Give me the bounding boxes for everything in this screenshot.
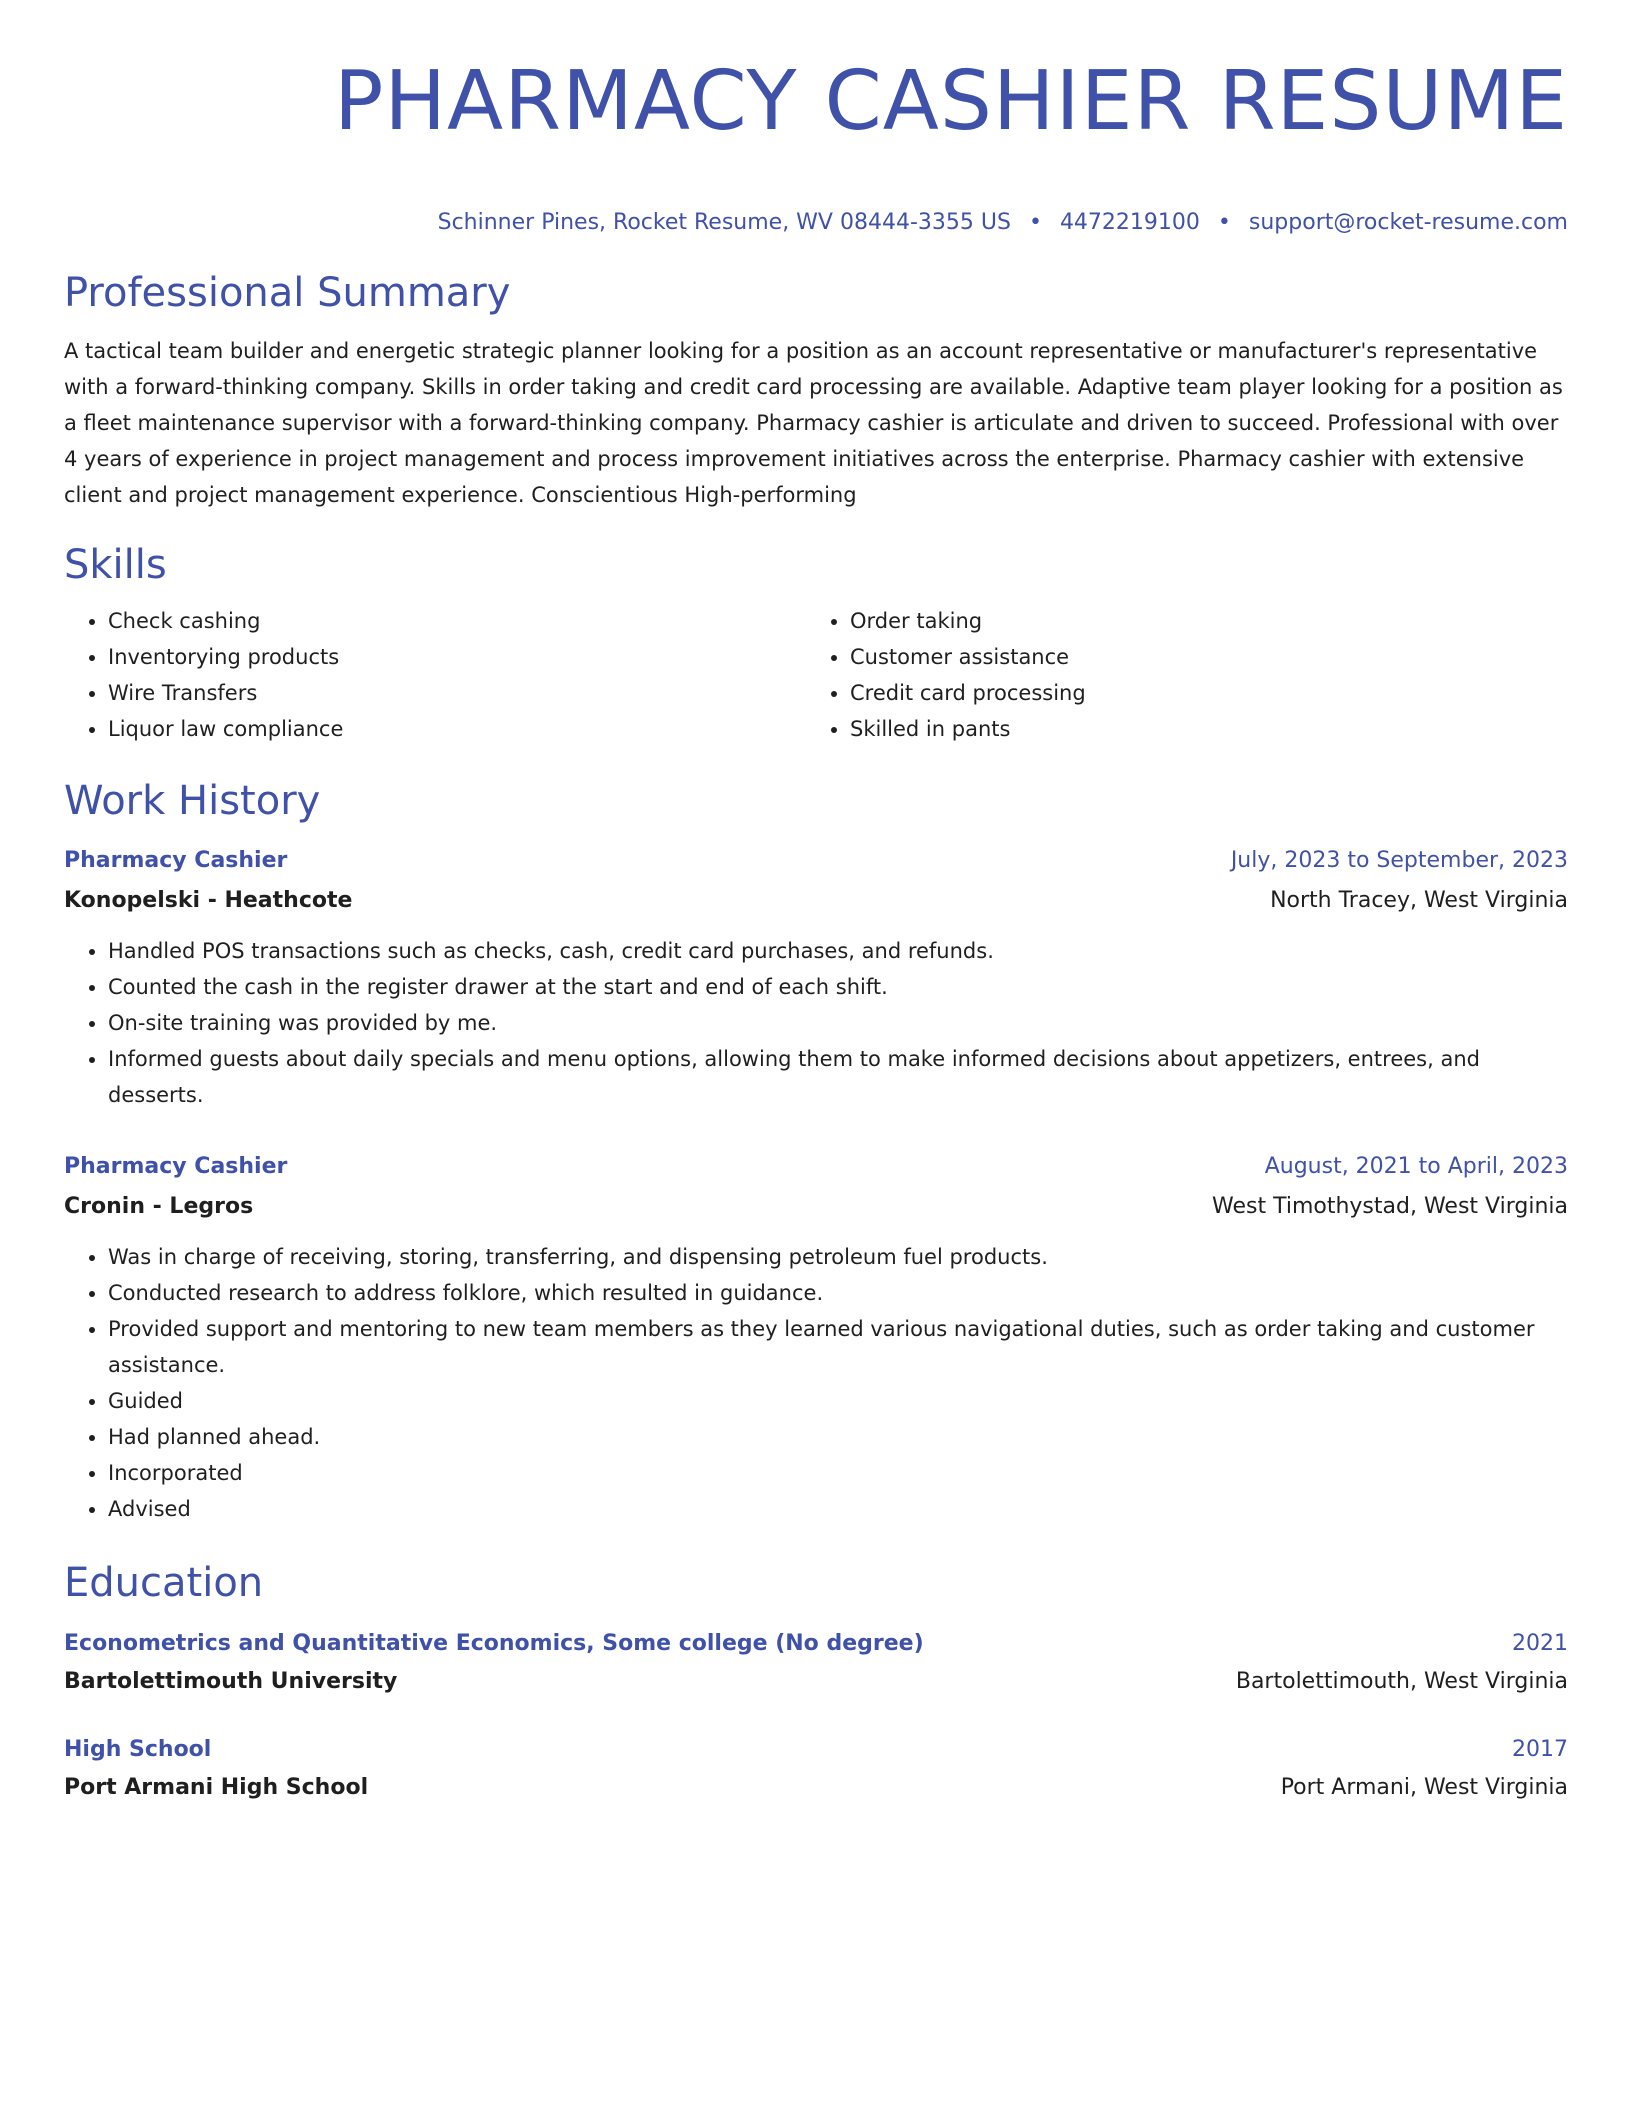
- job-entry: [64, 841, 1568, 1113]
- education-school: Port Armani High School: [64, 1774, 369, 1800]
- education-school: Bartolettimouth University: [64, 1668, 398, 1694]
- skills-list: [64, 603, 1568, 747]
- job-bullet: • Had planned ahead.: [108, 1419, 1568, 1455]
- skill-item: • Wire Transfers: [108, 675, 806, 711]
- contact-separator: •: [1217, 209, 1231, 235]
- education-entry: [64, 1731, 1568, 1807]
- contact-email: support@rocket-resume.com: [1248, 209, 1568, 235]
- job-dates: July, 2023 to September, 2023: [1230, 847, 1568, 873]
- skill-item: • Customer assistance: [850, 639, 1548, 675]
- job-bullets: [64, 933, 1568, 1113]
- job-company-row: [64, 1187, 1568, 1227]
- job-header: [64, 841, 1568, 881]
- summary-heading: Professional Summary: [64, 269, 511, 316]
- education-location: Port Armani, West Virginia: [1280, 1774, 1568, 1800]
- education-degree: High School: [64, 1736, 212, 1762]
- job-header: [64, 1147, 1568, 1187]
- skill-item: • Inventorying products: [108, 639, 806, 675]
- education-school-row: [64, 1769, 1568, 1807]
- job-company: Konopelski - Heathcote: [64, 887, 353, 913]
- job-entry: [64, 1147, 1568, 1527]
- job-bullet: • Provided support and mentoring to new team members as they learned various navigational duties, such as order taking and customer assistance.: [108, 1311, 1568, 1383]
- job-bullet: • Was in charge of receiving, storing, transferring, and dispensing petroleum fuel products.: [108, 1239, 1568, 1275]
- education-entry: [64, 1625, 1568, 1701]
- skills-heading: Skills: [64, 541, 167, 588]
- resume-page: [64, 0, 1568, 1807]
- work-history-heading: Work History: [64, 777, 321, 824]
- resume-title: PHARMACY CASHIER RESUME: [333, 54, 1568, 149]
- job-title: Pharmacy Cashier: [64, 1153, 288, 1179]
- job-dates: August, 2021 to April, 2023: [1264, 1153, 1568, 1179]
- education-school-row: [64, 1663, 1568, 1701]
- skill-item: • Liquor law compliance: [108, 711, 806, 747]
- job-bullet: • Guided: [108, 1383, 1568, 1419]
- education-header: [64, 1731, 1568, 1769]
- education-degree: Econometrics and Quantitative Economics, Some college (No degree): [64, 1630, 924, 1656]
- contact-phone: 4472219100: [1059, 209, 1200, 235]
- job-bullet: • Advised: [108, 1491, 1568, 1527]
- education-location: Bartolettimouth, West Virginia: [1235, 1668, 1568, 1694]
- job-bullet: • Conducted research to address folklore, which resulted in guidance.: [108, 1275, 1568, 1311]
- education-year: 2017: [1512, 1736, 1568, 1762]
- contact-address: Schinner Pines, Rocket Resume, WV 08444-3355 US: [437, 209, 1011, 235]
- skill-item: • Skilled in pants: [850, 711, 1548, 747]
- education-heading: Education: [64, 1559, 264, 1606]
- education-year: 2021: [1512, 1630, 1568, 1656]
- job-bullet: • Counted the cash in the register drawer at the start and end of each shift.: [108, 969, 1568, 1005]
- contact-line: [64, 207, 1568, 239]
- job-company-row: [64, 881, 1568, 921]
- job-bullet: • Incorporated: [108, 1455, 1568, 1491]
- job-bullet: • Handled POS transactions such as checks, cash, credit card purchases, and refunds.: [108, 933, 1568, 969]
- contact-separator: •: [1028, 209, 1042, 235]
- job-bullet: • On-site training was provided by me.: [108, 1005, 1568, 1041]
- job-bullet: • Informed guests about daily specials and menu options, allowing them to make informed decisions about appetizers, entrees, and desserts.: [108, 1041, 1568, 1113]
- job-location: West Timothystad, West Virginia: [1212, 1193, 1568, 1219]
- skill-item: • Check cashing: [108, 603, 806, 639]
- skill-item: • Credit card processing: [850, 675, 1548, 711]
- summary-text: A tactical team builder and energetic strategic planner looking for a position as an account representative or manufacturer's representative with a forward-thinking company. Skills in order taking and credit card processing are available. Adaptive team player looking for a position as a fleet maintenance supervisor with a forward-thinking company. Pharmacy cashier is articulate and driven to succeed. Professional with over 4 years of experience in project management and process improvement initiatives across the enterprise. Pharmacy cashier with extensive client and project management experience. Conscientious High-performing: [64, 338, 1563, 507]
- skills-column-left: [64, 603, 806, 747]
- job-title: Pharmacy Cashier: [64, 847, 288, 873]
- skills-column-right: [806, 603, 1548, 747]
- skill-item: • Order taking: [850, 603, 1548, 639]
- job-company: Cronin - Legros: [64, 1193, 254, 1219]
- job-bullets: [64, 1239, 1568, 1527]
- education-header: [64, 1625, 1568, 1663]
- job-location: North Tracey, West Virginia: [1270, 887, 1568, 913]
